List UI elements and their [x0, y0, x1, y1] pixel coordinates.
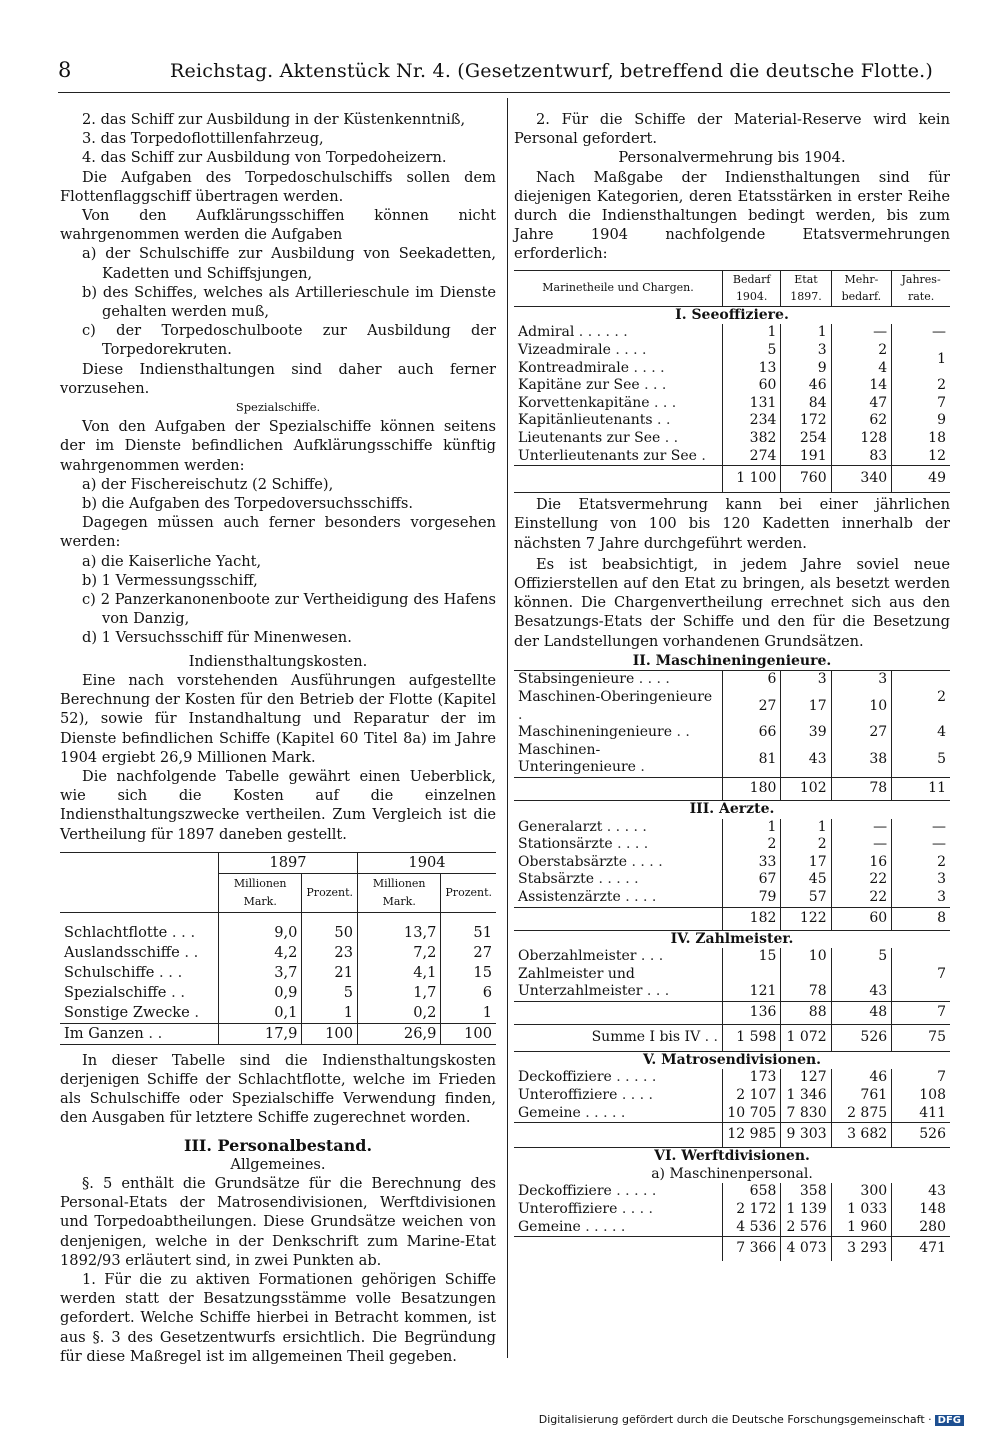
table-row: Unteroffiziere . . . . 2 172 1 139 1 033 148: [514, 1201, 950, 1219]
col-label: Marinetheile und Chargen.: [542, 281, 694, 295]
table-total-row: Im Ganzen . . 17,9 100 26,9 100: [60, 1023, 496, 1044]
col-etat: Etat 1897.: [781, 270, 831, 306]
left-item-d: d) 1 Versuchsschiff für Minenwesen.: [82, 629, 352, 647]
col-millionen-97: Millionen Mark.: [219, 873, 302, 912]
table-row: Oberzahlmeister . . . 15 10 5 7: [514, 948, 950, 966]
table-sum-row: 12 985 9 303 3 682 526: [514, 1123, 950, 1148]
section-zahlmeister: IV. Zahlmeister.: [670, 930, 794, 947]
table-sum-row: 1 100 760 340 49: [514, 466, 950, 493]
personnel-table: [514, 270, 950, 1262]
subheading-kosten: Indiensthaltungskosten.: [188, 652, 368, 670]
table-row: Deckoffiziere . . . . . 173 127 46 7: [514, 1069, 950, 1087]
left-item-b: b) die Aufgaben des Torpedoversuchsschiffs.: [82, 495, 413, 513]
col-prozent-04: Prozent.: [441, 873, 496, 912]
table-row: Maschinen-Oberingenieure . 27 17 10: [514, 689, 950, 724]
table-row: Lieutenants zur See . . 382 254 128 18: [514, 430, 950, 448]
table-row: Stationsärzte . . . . 2 2 — —: [514, 836, 950, 854]
right-column: [514, 110, 950, 1261]
table-row: Kontreadmirale . . . . 13 9 4: [514, 360, 950, 378]
left-item-a: a) der Schulschiffe zur Ausbildung von Seekadetten, Kadetten und Schiffsjungen,: [82, 245, 496, 282]
table-row: Deckoffiziere . . . . . 658 358 300 43: [514, 1183, 950, 1201]
subsection-maschinenpersonal: a) Maschinenpersonal.: [651, 1165, 813, 1182]
running-header: Reichstag. Aktenstück Nr. 4. (Gesetzentwurf, betreffend die deutsche Flotte.): [170, 60, 933, 82]
table-row: Kapitänlieutenants . . 234 172 62 9: [514, 412, 950, 430]
left-paragraph: Dagegen müssen auch ferner besonders vorgesehen werden:: [60, 514, 496, 551]
subheading-spezialschiffe: Spezialschiffe.: [235, 400, 321, 415]
col-jahresrate: Jahres-rate.: [892, 270, 950, 306]
table-row: Stabsärzte . . . . . 67 45 22 3: [514, 871, 950, 889]
col-prozent-97: Prozent.: [302, 873, 358, 912]
right-paragraph: Die Etatsvermehrung kann bei einer jährlichen Einstellung von 100 bis 120 Kadetten innerhalb der nächsten 7 Jahre durchgeführt werden.: [514, 496, 950, 552]
table-row: Auslandsschiffe . . 4,2 23 7,2 27: [60, 943, 496, 963]
table-row: Assistenzärzte . . . . 79 57 22 3: [514, 889, 950, 907]
section-werftdivisionen: VI. Werftdivisionen.: [654, 1148, 810, 1165]
left-paragraph: Von den Aufklärungsschiffen können nicht wahrgenommen werden die Aufgaben: [60, 207, 496, 244]
left-paragraph: In dieser Tabelle sind die Indiensthaltungskosten derjenigen Schiffe der Schlachtflotte, welche im Frieden als Schulschiffe oder Spezialschiffe Verwendung finden, den Ausgaben für letztere Schiffe zugerechnet worden.: [60, 1051, 496, 1127]
left-item-a: a) der Fischereischutz (2 Schiffe),: [82, 475, 334, 493]
table-sum-row: 182 122 60 8: [514, 907, 950, 930]
table-sum-row: 7 366 4 073 3 293 471: [514, 1237, 950, 1262]
right-paragraph: 2. Für die Schiffe der Material-Reserve wird kein Personal gefordert.: [514, 111, 950, 148]
left-item-2: 2. das Schiff zur Ausbildung in der Küstenkenntniß,: [82, 111, 466, 128]
left-item-a: a) die Kaiserliche Yacht,: [82, 552, 262, 570]
footer-text: Digitalisierung gefördert durch die Deutsche Forschungsgemeinschaft ·: [538, 1413, 932, 1426]
table-row: Maschinen-Unteringenieure . 81 43 38 5: [514, 742, 950, 778]
left-item-b: b) 1 Vermessungsschiff,: [82, 571, 258, 589]
section-maschineningenieure: II. Maschineningenieure.: [632, 652, 832, 669]
table-row: Unteroffiziere . . . . 2 107 1 346 761 108: [514, 1087, 950, 1105]
year-1897: 1897: [219, 852, 358, 873]
column-divider: [507, 98, 508, 1358]
left-item-3: 3. das Torpedoflottillenfahrzeug,: [82, 130, 324, 148]
page-number: 8: [58, 58, 72, 82]
left-column: [60, 110, 496, 1366]
col-millionen-04: Millionen Mark.: [358, 873, 441, 912]
table-row: Schulschiffe . . . 3,7 21 4,1 15: [60, 963, 496, 983]
table-total-row: Summe I bis IV . . 1 598 1 072 526 75: [514, 1024, 950, 1051]
left-item-c: c) 2 Panzerkanonenboote zur Vertheidigung des Hafens von Danzig,: [82, 591, 496, 628]
table-row: Sonstige Zwecke . 0,1 1 0,2 1: [60, 1003, 496, 1024]
table-row: Kapitäne zur See . . . 60 46 14 2: [514, 377, 950, 395]
col-mehrbedarf: Mehr-bedarf.: [831, 270, 892, 306]
left-paragraph: 1. Für die zu aktiven Formationen gehörigen Schiffe werden statt der Besatzungsstämme volle Besatzungen gefordert. Welche Schiffe hierbei in Betracht kommen, ist aus §. 3 des Gesetzentwurfs ersichtlich. Die Begründung für diese Maßregel ist im allgemeinen Theil gegeben.: [60, 1270, 496, 1365]
table-row: Maschineningenieure . . 66 39 27 4: [514, 724, 950, 742]
table-row: Gemeine . . . . . 10 705 7 830 2 875 411: [514, 1105, 950, 1123]
year-1904: 1904: [358, 852, 497, 873]
left-item-c: c) der Torpedoschulboote zur Ausbildung der Torpedorekruten.: [82, 322, 496, 359]
table-sum-row: 136 88 48 7: [514, 1001, 950, 1024]
left-paragraph: Die Aufgaben des Torpedoschulschiffs sollen dem Flottenflaggschiff übertragen werden.: [60, 168, 496, 205]
section-seeoffiziere: I. Seeoffiziere.: [675, 306, 789, 323]
right-paragraph: Es ist beabsichtigt, in jedem Jahre soviel neue Offizierstellen auf den Etat zu bringen, als besetzt werden können. Die Chargenvertheilung errechnet sich aus den Besatzungs-Etats der Schiffe und den für die Besetzung der Landstellungen vorhandenen Grundsätzen.: [514, 555, 950, 650]
table-row: Schlachtflotte . . . 9,0 50 13,7 51: [60, 923, 496, 943]
section-heading-iii: III. Personalbestand.: [183, 1135, 373, 1155]
col-bedarf: Bedarf 1904.: [723, 270, 781, 306]
table-row: Korvettenkapitäne . . . 131 84 47 7: [514, 395, 950, 413]
table-row: Unterlieutenants zur See . 274 191 83 12: [514, 448, 950, 466]
footer-credit: [539, 1413, 964, 1426]
section-matrosendivisionen: V. Matrosendivisionen.: [642, 1051, 822, 1068]
cost-table: [60, 852, 496, 1045]
left-item-4: 4. das Schiff zur Ausbildung von Torpedoheizern.: [82, 149, 447, 167]
left-paragraph: Eine nach vorstehenden Ausführungen aufgestellte Berechnung der Kosten für den Betrieb der Flotte (Kapitel 52), sowie für Instandhaltung und Reparatur der im Dienste befindlichen Schiffe (Kapitel 60 Titel 8a) im Jahre 1904 ergiebt 26,9 Millionen Mark.: [60, 671, 496, 766]
table-sum-row: 180 102 78 11: [514, 777, 950, 800]
left-paragraph: §. 5 enthält die Grundsätze für die Berechnung des Personal-Etats der Matrosendivisionen, Werftdivisionen und Torpedoabtheilungen. Diese Grundsätze weichen von denjenigen, welche in der Denkschrift zum Marine-Etat 1892/93 erläutert sind, in zwei Punkten ab.: [60, 1174, 496, 1269]
table-row: Vizeadmirale . . . . 5 3 2 1: [514, 342, 950, 360]
subheading-vermehrung: Personalvermehrung bis 1904.: [618, 149, 846, 167]
table-row: Zahlmeister und Unterzahlmeister . . . 121 78 43: [514, 966, 950, 1002]
table-row: Generalarzt . . . . . 1 1 — —: [514, 819, 950, 837]
right-paragraph: Nach Maßgabe der Indiensthaltungen sind für diejenigen Kategorien, deren Etatsstärken in erster Reihe durch die Indiensthaltungen bedingt werden, bis zum Jahre 1904 nachfolgende Etatsvermehrungen erforderlich:: [514, 168, 950, 263]
dfg-logo: DFG: [935, 1415, 964, 1426]
table-row: Gemeine . . . . . 4 536 2 576 1 960 280: [514, 1219, 950, 1237]
table-row: Spezialschiffe . . 0,9 5 1,7 6: [60, 983, 496, 1003]
table-row: Stabsingenieure . . . . 6 3 3 2: [514, 671, 950, 689]
section-aerzte: III. Aerzte.: [689, 800, 775, 817]
table-row: Oberstabsärzte . . . . 33 17 16 2: [514, 854, 950, 872]
table-row: Admiral . . . . . . 1 1 — —: [514, 324, 950, 342]
left-paragraph: Diese Indiensthaltungen sind daher auch ferner vorzusehen.: [60, 360, 496, 397]
header-rule: [58, 92, 950, 93]
subheading-allgemeines: Allgemeines.: [230, 1155, 326, 1173]
left-paragraph: Die nachfolgende Tabelle gewährt einen Ueberblick, wie sich die Kosten auf die einzelnen Indiensthaltungszwecke vertheilen. Zum Vergleich ist die Vertheilung für 1897 daneben gestellt.: [60, 767, 496, 843]
left-item-b: b) des Schiffes, welches als Artillerieschule im Dienste gehalten werden muß,: [82, 283, 496, 321]
left-paragraph: Von den Aufgaben der Spezialschiffe können seitens der im Dienste befindlichen Aufklärungsschiffe künftig wahrgenommen werden:: [60, 418, 496, 474]
